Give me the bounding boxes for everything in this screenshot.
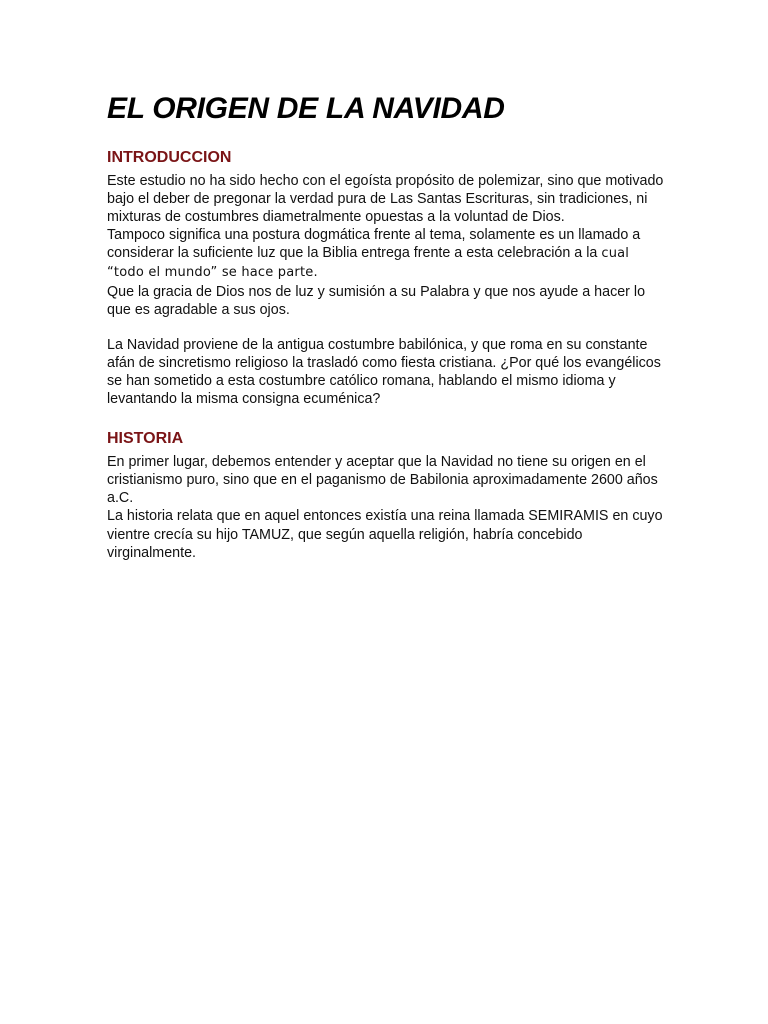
history-paragraph-2: La historia relata que en aquel entonces existía una reina llamada SEMIRAMIS en cuyo vientre crecía su hijo TAMUZ, que según aquella religión, habría concebido virginalmente.: [107, 508, 663, 561]
history-section-body: [107, 453, 667, 562]
intro-section-body: [107, 172, 667, 408]
history-paragraph-1: En primer lugar, debemos entender y aceptar que la Navidad no tiene su origen en el cristianismo puro, sino que en el paganismo de Babilonia aproximadamente 2600 años a.C.: [107, 454, 658, 507]
paragraph-spacer: [107, 319, 667, 336]
document-title: EL ORIGEN DE LA NAVIDAD: [107, 92, 505, 125]
intro-paragraph-1: Este estudio no ha sido hecho con el egoísta propósito de polemizar, sino que motivado bajo el deber de pregonar la verdad pura de Las Santas Escrituras, sin tradiciones, ni mixturas de costumbres diametralmente opuestas a la voluntad de Dios.: [107, 173, 664, 226]
section-heading-introduccion: INTRODUCCION: [107, 149, 232, 166]
intro-paragraph-4: La Navidad proviene de la antigua costumbre babilónica, y que roma en su constante afán de sincretismo religioso la trasladó como fiesta cristiana. ¿Por qué los evangélicos se han sometido a esta costumbre católico romana, hablando el mismo idioma y levantando la misma consigna ecuménica?: [107, 336, 661, 408]
intro-paragraph-2: [107, 226, 667, 282]
intro-paragraph-2-main: Tampoco significa una postura dogmática frente al tema, solamente es un llamado a considerar la suficiente luz que la Biblia entrega frente a esta celebración a la: [107, 227, 641, 262]
document-page: [107, 88, 667, 562]
section-heading-historia: HISTORIA: [107, 430, 184, 448]
intro-paragraph-2-tail: cual “todo el mundo” se hace parte.: [107, 246, 630, 281]
intro-paragraph-3: Que la gracia de Dios nos de luz y sumisión a su Palabra y que nos ayude a hacer lo que es agradable a sus ojos.: [107, 283, 646, 318]
